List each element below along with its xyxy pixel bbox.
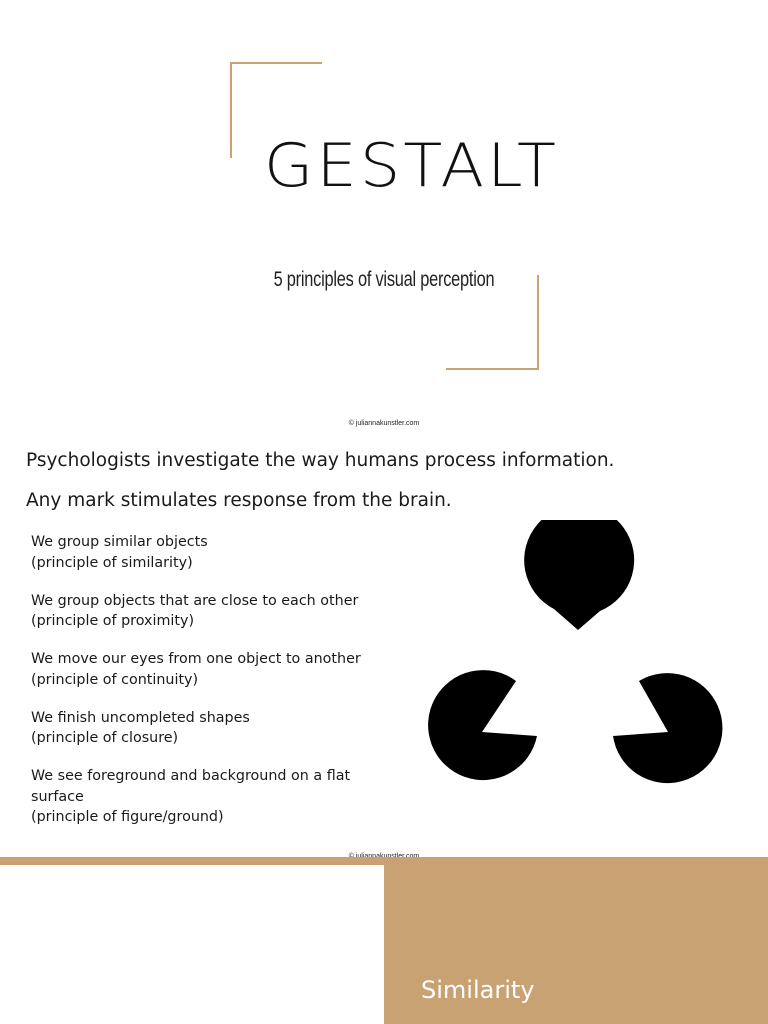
page-subtitle: 5 principles of visual perception xyxy=(273,268,495,291)
intro-line-2: Any mark stimulates response from the brain. xyxy=(26,490,452,511)
principle-name: (principle of closure) xyxy=(31,730,179,746)
principle-name: (principle of continuity) xyxy=(31,671,199,688)
principle-item-figure-ground xyxy=(31,766,371,828)
principle-text: We see foreground and background on a flat surface xyxy=(31,768,351,805)
page-title: GESTALT xyxy=(264,131,560,201)
principle-name: (principle of proximity) xyxy=(31,613,195,629)
principle-item-proximity xyxy=(31,591,371,632)
kanizsa-triangle-illustration xyxy=(420,520,730,792)
copyright-credit: © juliannakunstler.com xyxy=(348,420,420,427)
principle-item-continuity xyxy=(31,649,371,690)
principle-item-closure xyxy=(31,708,371,749)
principle-text: We finish uncompleted shapes xyxy=(31,709,250,726)
principle-text: We group similar objects xyxy=(31,534,208,550)
principle-text: We group objects that are close to each other xyxy=(31,592,359,609)
principle-item-similarity xyxy=(31,532,371,573)
principle-name: (principle of figure/ground) xyxy=(31,809,224,825)
intro-line-1: Psychologists investigate the way humans process information. xyxy=(26,450,615,471)
title-frame-corner-bottom-right xyxy=(446,275,539,370)
pacman-left-shape xyxy=(428,670,537,780)
principles-list xyxy=(31,532,371,845)
section-label: Similarity xyxy=(421,976,535,1004)
pacman-right-shape xyxy=(613,673,722,783)
pacman-top-shape xyxy=(524,520,634,630)
principle-name: (principle of similarity) xyxy=(31,554,193,571)
principle-text: We move our eyes from one object to another xyxy=(31,651,361,667)
